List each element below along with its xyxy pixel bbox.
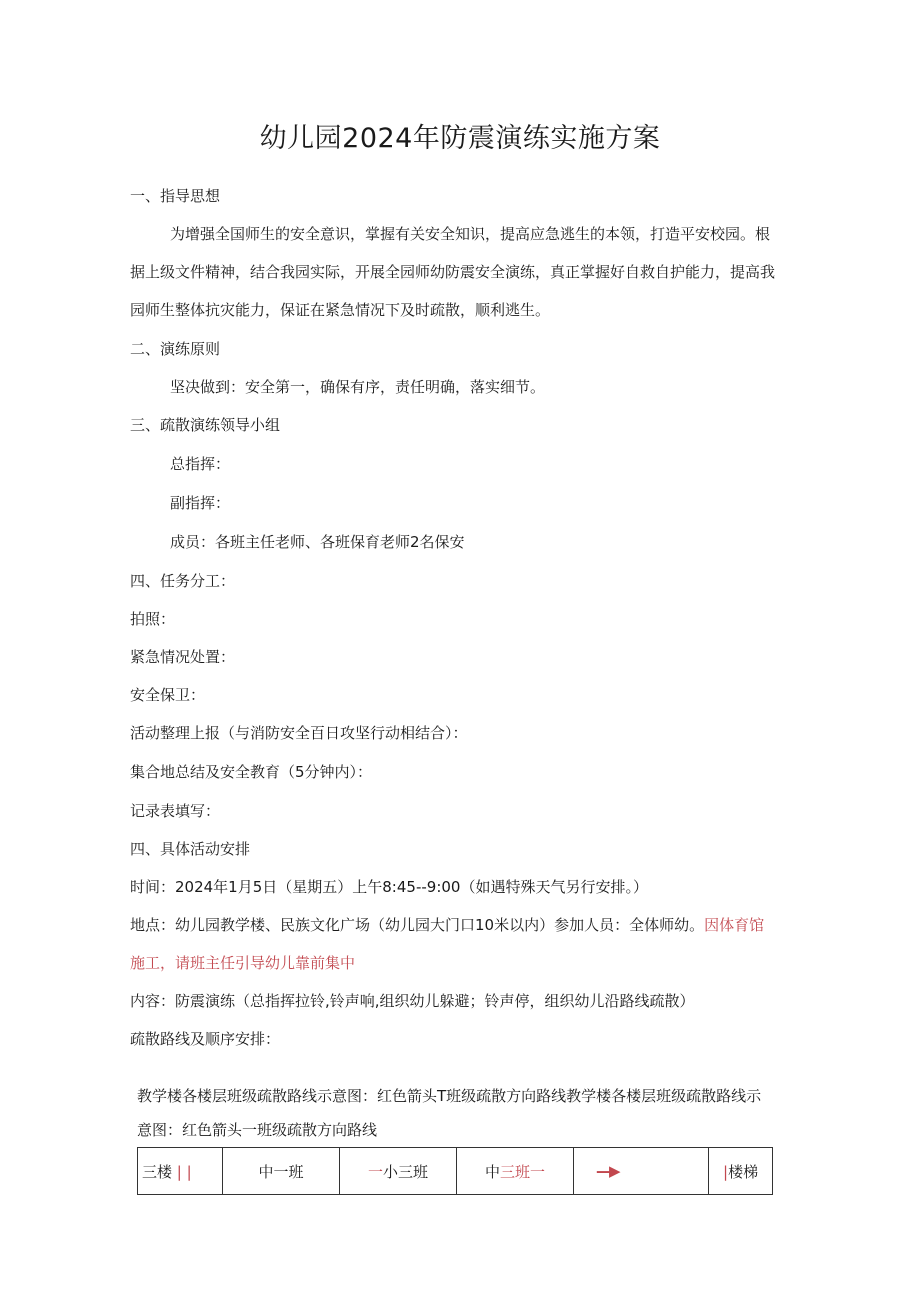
document-title: 幼儿园2024年防震演练实施方案: [259, 123, 661, 154]
diagram-note: [137, 1086, 787, 1154]
class-prefix: 中: [484, 1162, 500, 1181]
section-heading-activity-arrangement: 四、具体活动安排: [130, 840, 251, 858]
place-paragraph: [130, 915, 790, 991]
paragraph-line: 园师生整体抗灾能力，保证在紧急情况下及时疏散，顺利逃生。: [130, 301, 551, 319]
guiding-thought-paragraph: [130, 224, 785, 338]
route-dash: 一: [367, 1162, 383, 1181]
table-row: [138, 1148, 773, 1195]
class-label: 小三班: [383, 1162, 429, 1181]
section-heading-task-division: 四、任务分工：: [130, 572, 236, 590]
class-cell: [457, 1148, 574, 1195]
content-line: 内容：防震演练（总指挥拉铃,铃声响,组织幼儿躲避；铃声停，组织幼儿沿路线疏散）: [130, 992, 695, 1010]
class-cell: [340, 1148, 457, 1195]
route-marker-icon: |: [723, 1162, 729, 1181]
gym-construction-notice-continued: 施工，请班主任引导幼儿靠前集中: [130, 954, 356, 972]
route-heading: 疏散路线及顺序安排：: [130, 1030, 281, 1048]
paragraph-line: 据上级文件精神，结合我园实际，开展全园师幼防震安全演练，真正掌握好自救自护能力，提高我: [130, 263, 776, 281]
section-heading-principles: 二、演练原则: [130, 340, 221, 358]
place-line: [130, 915, 790, 953]
class-cell: 中一班: [223, 1148, 340, 1195]
time-line: 时间：2024年1月5日（星期五）上午8:45--9:00（如遇特殊天气另行安排。）: [130, 878, 648, 896]
diagram-note-line: 意图：红色箭头一班级疏散方向路线: [137, 1121, 378, 1139]
section-heading-leadership-group: 三、疏散演练领导小组: [130, 416, 281, 434]
section-heading-guiding-thought: 一、指导思想: [130, 187, 221, 205]
members-line: 成员：各班主任老师、各班保育老师2名保安: [170, 533, 465, 551]
route-marker-icon: |: [176, 1162, 182, 1181]
gym-construction-notice: 因体育馆: [704, 916, 765, 934]
task-item: 活动整理上报（与消防安全百日攻坚行动相结合）：: [130, 724, 468, 742]
red-arrow-icon: —▶: [596, 1162, 619, 1180]
deputy-commander-line: 副指挥：: [170, 494, 231, 512]
stairs-label: 楼梯: [728, 1162, 759, 1181]
class-label-red: 三班一: [500, 1162, 546, 1181]
evacuation-route-table: [137, 1147, 773, 1195]
route-marker-icon: |: [186, 1162, 192, 1181]
task-item: 安全保卫：: [130, 686, 206, 704]
stairs-cell: [709, 1148, 773, 1195]
place-text: 地点：幼儿园教学楼、民族文化广场（幼儿园大门口10米以内）参加人员：全体师幼。: [130, 916, 705, 934]
diagram-note-line: 教学楼各楼层班级疏散路线示意图：红色箭头T班级疏散方向路线教学楼各楼层班级疏散路线示: [137, 1087, 762, 1105]
principles-text: 坚决做到：安全第一，确保有序，责任明确，落实细节。: [170, 378, 546, 396]
commander-line: 总指挥：: [170, 455, 231, 473]
arrow-cell: [574, 1148, 709, 1195]
floor-label: 三楼: [142, 1162, 173, 1181]
floor-cell: [138, 1148, 223, 1195]
paragraph-line: 为增强全国师生的安全意识，掌握有关安全知识，提高应急逃生的本领，打造平安校园。根: [170, 225, 771, 243]
task-item: 集合地总结及安全教育（5分钟内）：: [130, 763, 373, 781]
task-item: 紧急情况处置：: [130, 648, 236, 666]
task-item: 拍照：: [130, 610, 176, 628]
task-item: 记录表填写：: [130, 802, 221, 820]
